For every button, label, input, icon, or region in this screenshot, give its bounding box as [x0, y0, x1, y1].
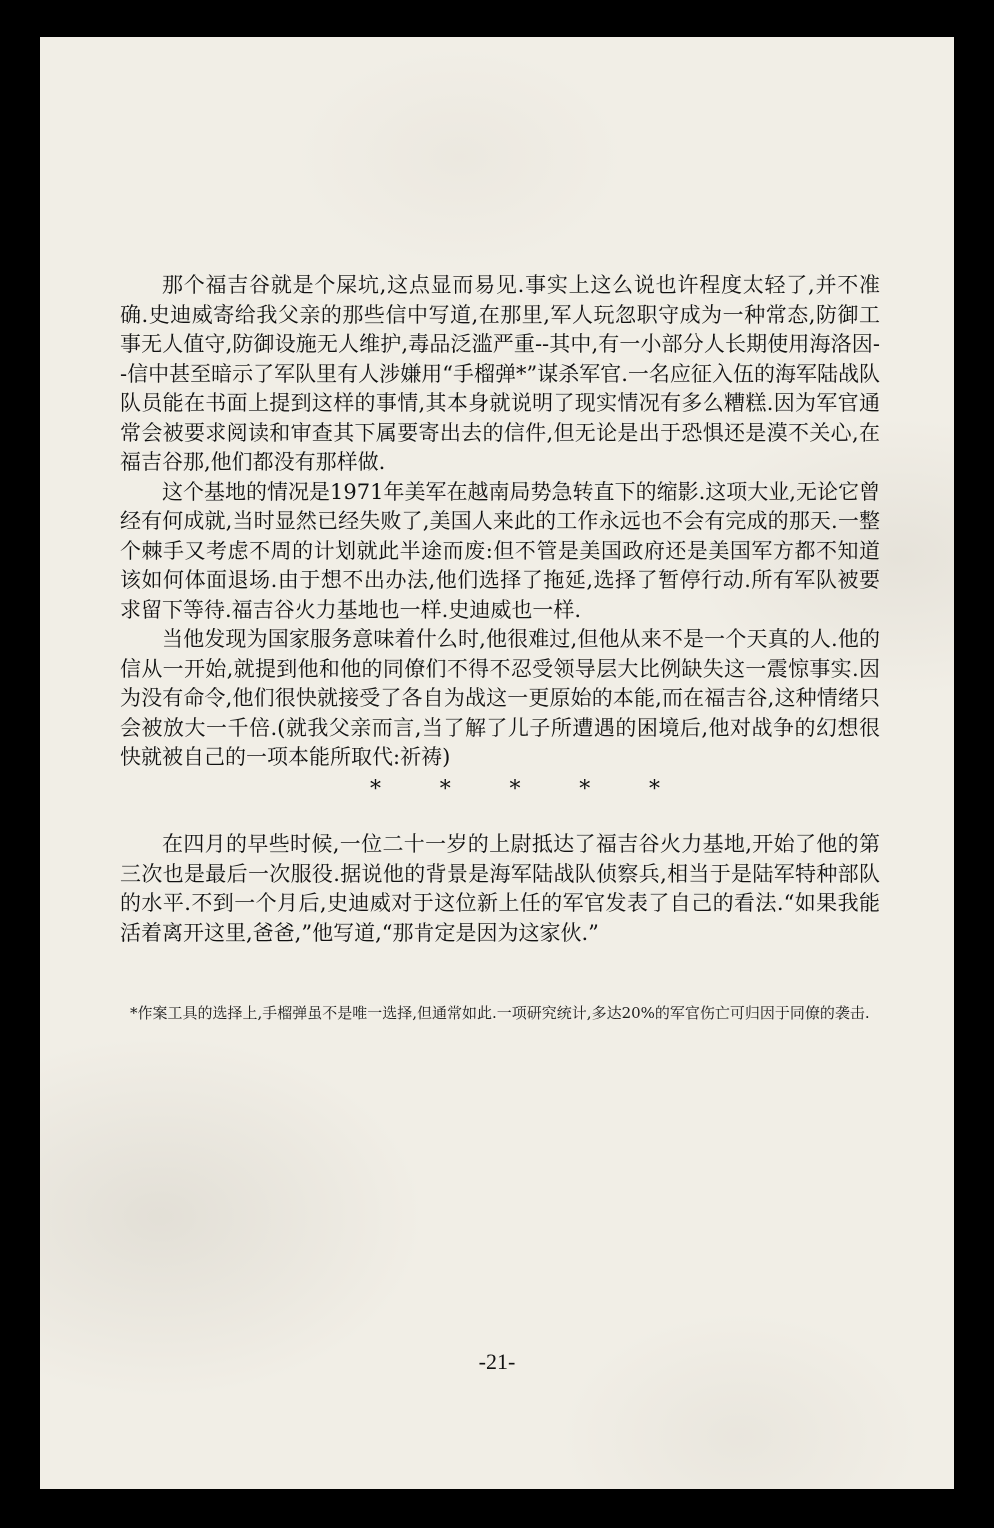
separator-star: *	[370, 777, 381, 802]
footnote: *作案工具的选择上,手榴弹虽不是唯一选择,但通常如此.一项研究统计,多达20%的军官伤亡可归因于同僚的袭击.	[130, 1004, 870, 1022]
text-block-top	[120, 271, 880, 773]
paragraph-2: 这个基地的情况是1971年美军在越南局势急转直下的缩影.这项大业,无论它曾经有何成就,当时显然已经失败了,美国人来此的工作永远也不会有完成的那天.一整个棘手又考虑不周的计划就此半途而废:但不管是美国政府还是美国军方都不知道该如何体面退场.由于想不出办法,他们选择了拖延,选择了暂停行动.所有军队被要求留下等待.福吉谷火力基地也一样.史迪威也一样.	[120, 479, 880, 622]
paragraph-3: 当他发现为国家服务意味着什么时,他很难过,但他从来不是一个天真的人.他的信从一开始,就提到他和他的同僚们不得不忍受领导层大比例缺失这一震惊事实.因为没有命令,他们很快就接受了各自为战这一更原始的本能,而在福吉谷,这种情绪只会被放大一千倍.(就我父亲而言,当了解了儿子所遭遇的困境后,他对战争的幻想很快就被自己的一项本能所取代:祈祷)	[120, 627, 880, 769]
page-number: -21-	[478, 1349, 516, 1374]
text-block-bottom	[120, 830, 880, 948]
paragraph-4: 在四月的早些时候,一位二十一岁的上尉抵达了福吉谷火力基地,开始了他的第三次也是最后一次服役.据说他的背景是海军陆战队侦察兵,相当于是陆军特种部队的水平.不到一个月后,史迪威对于这位新上任的军官发表了自己的看法.“如果我能活着离开这里,爸爸,”他写道,“那肯定是因为这家伙.”	[120, 832, 880, 945]
section-separator	[370, 777, 660, 802]
paragraph-1: 那个福吉谷就是个屎坑,这点显而易见.事实上这么说也许程度太轻了,并不准确.史迪威寄给我父亲的那些信中写道,在那里,军人玩忽职守成为一种常态,防御工事无人值守,防御设施无人维护,毒品泛滥严重--其中,有一小部分人长期使用海洛因--信中甚至暗示了军队里有人涉嫌用“手榴弹*”谋杀军官.一名应征入伍的海军陆战队队员能在书面上提到这样的事情,其本身就说明了现实情况有多么糟糕.因为军官通常会被要求阅读和审查其下属要寄出去的信件,但无论是出于恐惧还是漠不关心,在福吉谷那,他们都没有那样做.	[120, 273, 880, 474]
separator-star: *	[579, 777, 591, 802]
separator-star: *	[509, 777, 521, 802]
separator-star: *	[649, 777, 660, 802]
book-page	[40, 37, 954, 1489]
separator-star: *	[439, 777, 451, 802]
